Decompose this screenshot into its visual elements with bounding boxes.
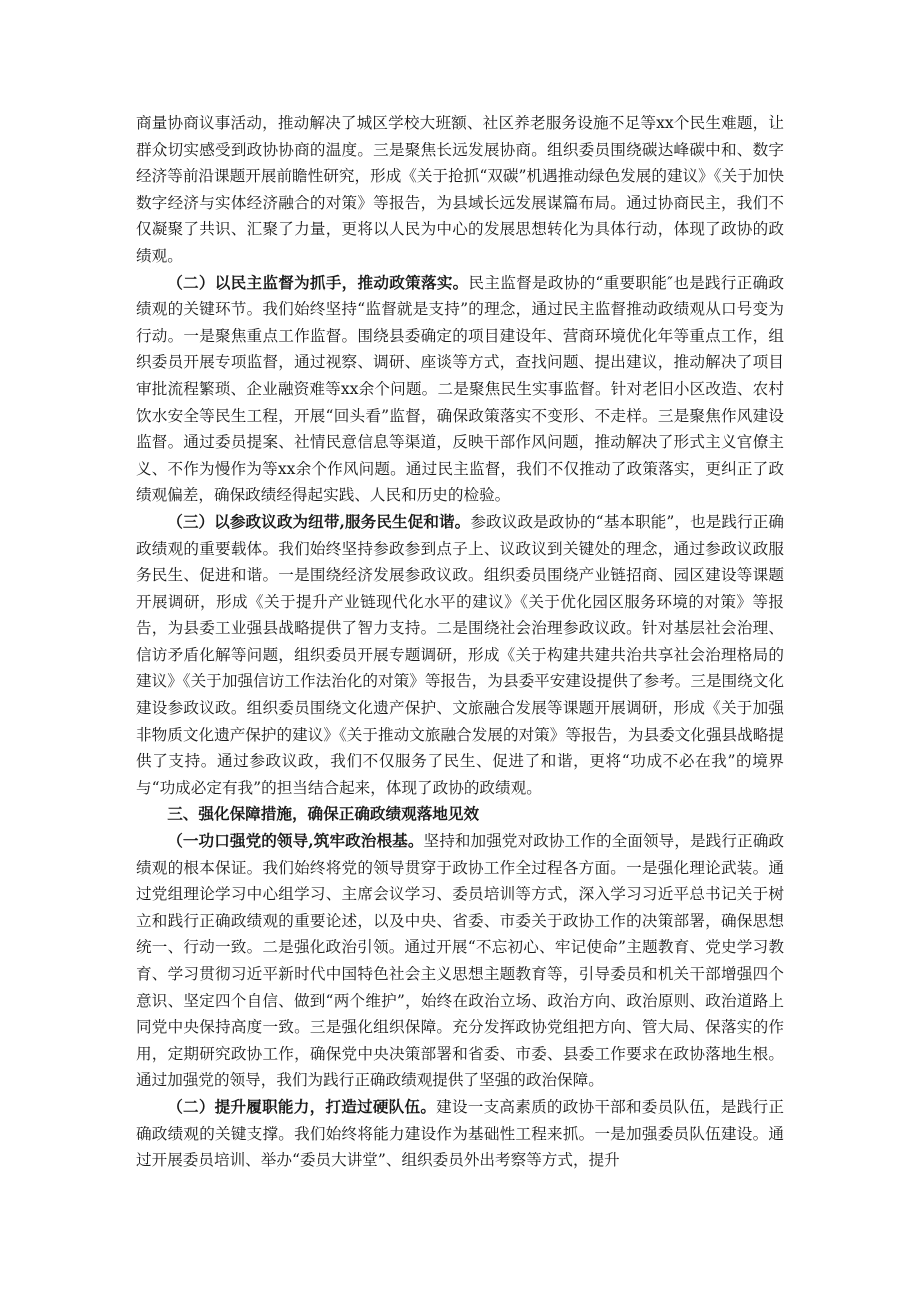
paragraph-heading: （三）以参政议政为纽带,服务民生促和谐。	[167, 511, 471, 531]
paragraph-body: 民主监督是政协的“重要职能″也是践行正确政绩观的关键环节。我们始终坚持“监督就是支持”的理念，通过民主监督推动政绩观从口号变为行动。一是聚焦重点工作监督。围绕县委确定的项目建设年、营商环境优化年等重点工作，组织委员开展专项监督，通过视察、调研、座谈等方式，查找问题、提出建议，推动解决了项目审批流程繁琐、企业融资难等xx余个问题。二是聚焦民生实事监督。针对老旧小区改造、农村饮水安全等民生工程，开展“回头看”监督，确保政策落实不变形、不走样。三是聚焦作风建设监督。通过委员提案、社情民意信息等渠道，反映干部作风问题，推动解决了形式主义官僚主义、不作为慢作为等xx余个作风问题。通过民主监督，我们不仅推动了政策落实，更纠正了政绩观偏差，确保政绩经得起实践、人民和历史的检验。	[136, 273, 784, 505]
paragraph-party-leadership	[136, 828, 784, 1094]
paragraph-political-participation	[136, 509, 784, 802]
paragraph-consultation-continued	[136, 110, 784, 270]
paragraph-heading: （二）提升履职能力，打造过硬队伍。	[167, 1096, 437, 1116]
paragraph-body: 参政议政是政协的“基本职能”，也是践行正确政绩观的重要载体。我们始终坚持参政参到点子上、议政议到关键处的理念，通过参政议政服务民生、促进和谐。一是围绕经济发展参政议政。组织委员围绕产业链招商、园区建设等课题开展调研，形成《关于提升产业链现代化水平的建议》《关于优化园区服务环境的对策》等报告，为县委工业强县战略提供了智力支持。二是围绕社会治理参政议政。针对基层社会治理、信访矛盾化解等问题，组织委员开展专题调研，形成《关于构建共建共治共享社会治理格局的建议》《关于加强信访工作法治化的对策》等报告，为县委平安建设提供了参考。三是围绕文化建设参政议政。组织委员围绕文化遗产保护、文旅融合发展等课题开展调研，形成《关于加强非物质文化遗产保护的建议》《关于推动文旅融合发展的对策》等报告，为县委文化强县战略提供了支持。通过参政议政，我们不仅服务了民生、促进了和谐，更将“功成不必在我”的境界与“功成必定有我”的担当结合起来，体现了政协的政绩观。	[136, 512, 784, 797]
paragraph-capability-building	[136, 1094, 784, 1174]
section-heading-text: 三、强化保障措施，确保正确政绩观落地见效	[167, 804, 480, 824]
document-page	[136, 110, 784, 1174]
paragraph-body: 商量协商议事活动，推动解决了城区学校大班额、社区养老服务设施不足等xx个民生难题，让群众切实感受到政协协商的温度。三是聚焦长远发展协商。组织委员围绕碳达峰碳中和、数字经济等前沿课题开展前瞻性研究，形成《关于抢抓“双碳”机遇推动绿色发展的建议》《关于加快数字经济与实体经济融合的对策》等报告，为县域长远发展谋篇布局。通过协商民主，我们不仅凝聚了共识、汇聚了力量，更将以人民为中心的发展思想转化为具体行动，体现了政协的政绩观。	[136, 114, 784, 265]
paragraph-heading: （一功口强党的领导,筑牢政治根基。	[167, 831, 424, 851]
paragraph-body: 建设一支高素质的政协干部和委员队伍，是践行正确政绩观的关键支撑。我们始终将能力建设作为基础性工程来抓。一是加强委员队伍建设。通过开展委员培训、举办“委员大讲堂”、组织委员外出考察等方式，提升	[136, 1097, 784, 1170]
paragraph-heading: （二）以民主监督为抓手，推动政策落实。	[167, 272, 469, 292]
paragraph-democratic-supervision	[136, 270, 784, 509]
paragraph-body: 坚持和加强党对政协工作的全面领导，是践行正确政绩观的根本保证。我们始终将党的领导贯穿于政协工作全过程各方面。一是强化理论武装。通过党组理论学习中心组学习、主席会议学习、委员培训等方式，深入学习习近平总书记关于树立和践行正确政绩观的重要论述，以及中央、省委、市委关于政协工作的决策部署，确保思想统一、行动一致。二是强化政治引领。通过开展“不忘初心、牢记使命”主题教育、党史学习教育、学习贯彻习近平新时代中国特色社会主义思想主题教育等，引导委员和机关干部增强四个意识、坚定四个自信、做到“两个维护”，始终在政治立场、政治方向、政治原则、政治道路上同党中央保持高度一致。三是强化组织保障。充分发挥政协党组把方向、管大局、保落实的作用，定期研究政协工作，确保党中央决策部署和省委、市委、县委工作要求在政协落地生根。通过加强党的领导，我们为践行正确政绩观提供了坚强的政治保障。	[136, 832, 784, 1090]
section-heading-safeguards	[136, 801, 784, 828]
